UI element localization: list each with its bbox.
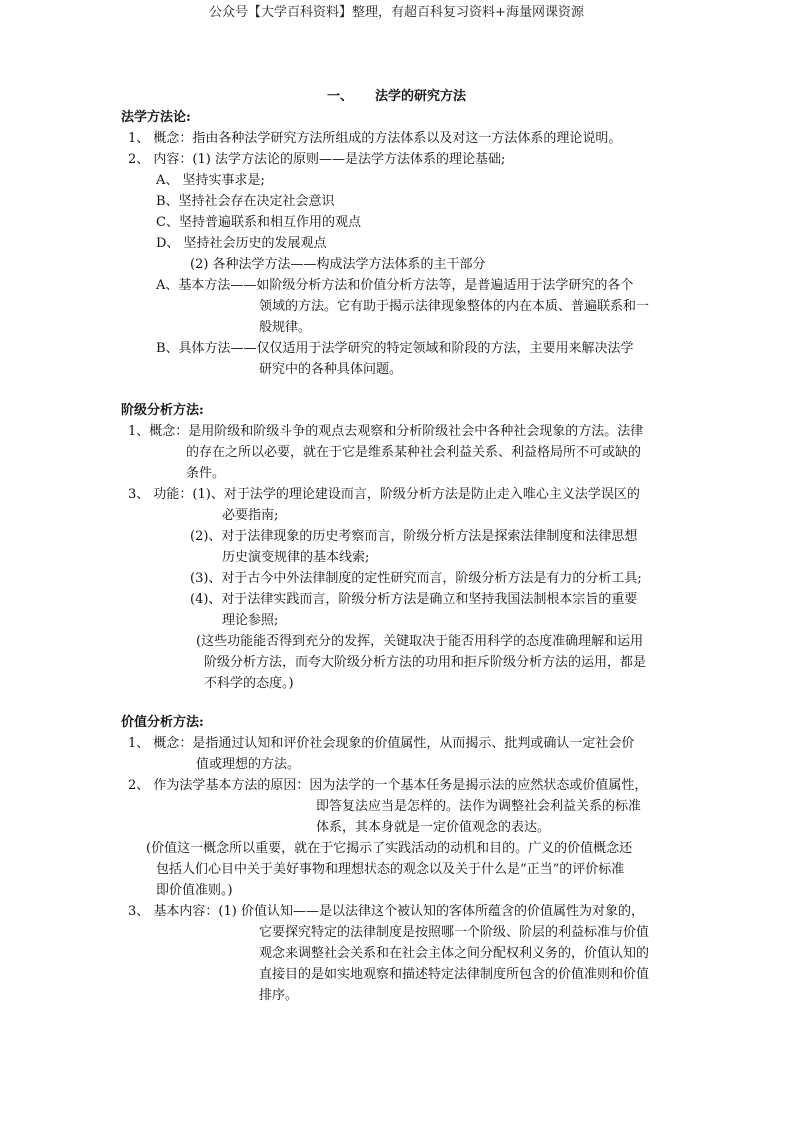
text-line: 排序。 [259, 988, 299, 1003]
text-line: 2、 内容：(1) 法学方法论的原则——是法学方法体系的理论基础; [128, 152, 506, 167]
section-heading-class-analysis: 阶级分析方法: [121, 403, 204, 418]
title-number: 一、 [326, 89, 353, 104]
text-line: 阶级分析方法，而夸大阶级分析方法的功用和拒斥阶级分析方法的运用，都是 [204, 655, 647, 670]
text-line: 领域的方法。它有助于揭示法律现象整体的内在本质、普遍联系和一 [259, 299, 650, 314]
title-text: 法学的研究方法 [375, 89, 467, 104]
text-line: 3、 基本内容：(1) 价值认知——是以法律这个被认知的客体所蕴含的价值属性为对象的， [128, 904, 644, 919]
text-line: (2) 各种法学方法——构成法学方法体系的主干部分 [190, 257, 486, 272]
text-line: (4)、对于法律实践而言，阶级分析方法是确立和坚持我国法制根本宗旨的重要 [190, 592, 638, 607]
text-line: (价值这一概念所以重要，就在于它揭示了实践活动的动机和目的。广义的价值概念还 [146, 841, 633, 856]
page-header: 公众号【大学百科资料】整理，有超百科复习资料+海量网课资源 [209, 5, 584, 20]
text-line: A、基本方法——如阶级分析方法和价值分析方法等，是普遍适用于法学研究的各个 [156, 278, 634, 293]
text-line: 即答复法应当是怎样的。法作为调整社会利益关系的标准 [316, 799, 642, 814]
page-title [0, 86, 793, 107]
section-heading-methodology: 法学方法论: [121, 110, 191, 125]
text-line: 直接目的是如实地观察和描述特定法律制度所包含的价值准则和价值 [259, 967, 650, 982]
text-line: 体系，其本身就是一定价值观念的表达。 [316, 820, 551, 835]
text-line: C、坚持普遍联系和相互作用的观点 [156, 215, 361, 230]
text-line: 值或理想的方法。 [196, 757, 301, 772]
text-line: 不科学的态度。) [204, 676, 294, 691]
text-line: 2、 作为法学基本方法的原因：因为法学的一个基本任务是揭示法的应然状态或价值属性， [128, 778, 648, 793]
text-line: 1、 概念：是指通过认知和评价社会现象的价值属性，从而揭示、批判或确认一定社会价 [128, 736, 635, 751]
text-line: 即价值准则。) [156, 883, 233, 898]
section-heading-value-analysis: 价值分析方法: [121, 715, 204, 730]
text-line: 的存在之所以必要，就在于它是维系某种社会利益关系、利益格局所不可或缺的 [186, 445, 642, 460]
text-line: B、具体方法——仅仅适用于法学研究的特定领域和阶段的方法，主要用来解决法学 [156, 341, 634, 356]
text-line: 包括人们心目中关于美好事物和理想状态的观念以及关于什么是“正当”的评价标准 [156, 862, 625, 877]
text-line: B、坚持社会存在决定社会意识 [156, 194, 335, 209]
text-line: 条件。 [186, 466, 226, 481]
text-line: 观念来调整社会关系和在社会主体之间分配权利义务的，价值认知的 [259, 946, 650, 961]
text-line: 般规律。 [259, 320, 312, 335]
text-line: (这些功能能否得到充分的发挥，关键取决于能否用科学的态度准确理解和运用 [196, 634, 644, 649]
text-line: 理论参照; [222, 613, 279, 628]
text-line: 必要指南; [222, 508, 279, 523]
text-line: (2)、对于法律现象的历史考察而言，阶级分析方法是探索法律制度和法律思想 [190, 529, 638, 544]
text-line: 它要探究特定的法律制度是按照哪一个阶级、阶层的利益标准与价值 [259, 925, 650, 940]
text-line: 研究中的各种具体问题。 [259, 362, 403, 377]
text-line: D、 坚持社会历史的发展观点 [156, 236, 327, 251]
text-line: 1、概念：是用阶级和阶级斗争的观点去观察和分析阶级社会中各种社会现象的方法。法律 [128, 424, 644, 439]
text-line: 1、 概念：指由各种法学研究方法所组成的方法体系以及对这一方法体系的理论说明。 [128, 131, 622, 146]
text-line: 3、 功能：(1)、对于法学的理论建设而言，阶级分析方法是防止走入唯心主义法学误区的 [128, 487, 640, 502]
text-line: 历史演变规律的基本线索; [222, 550, 370, 565]
text-line: A、 坚持实事求是; [156, 173, 265, 188]
text-line: (3)、对于古今中外法律制度的定性研究而言，阶级分析方法是有力的分析工具; [190, 571, 642, 586]
